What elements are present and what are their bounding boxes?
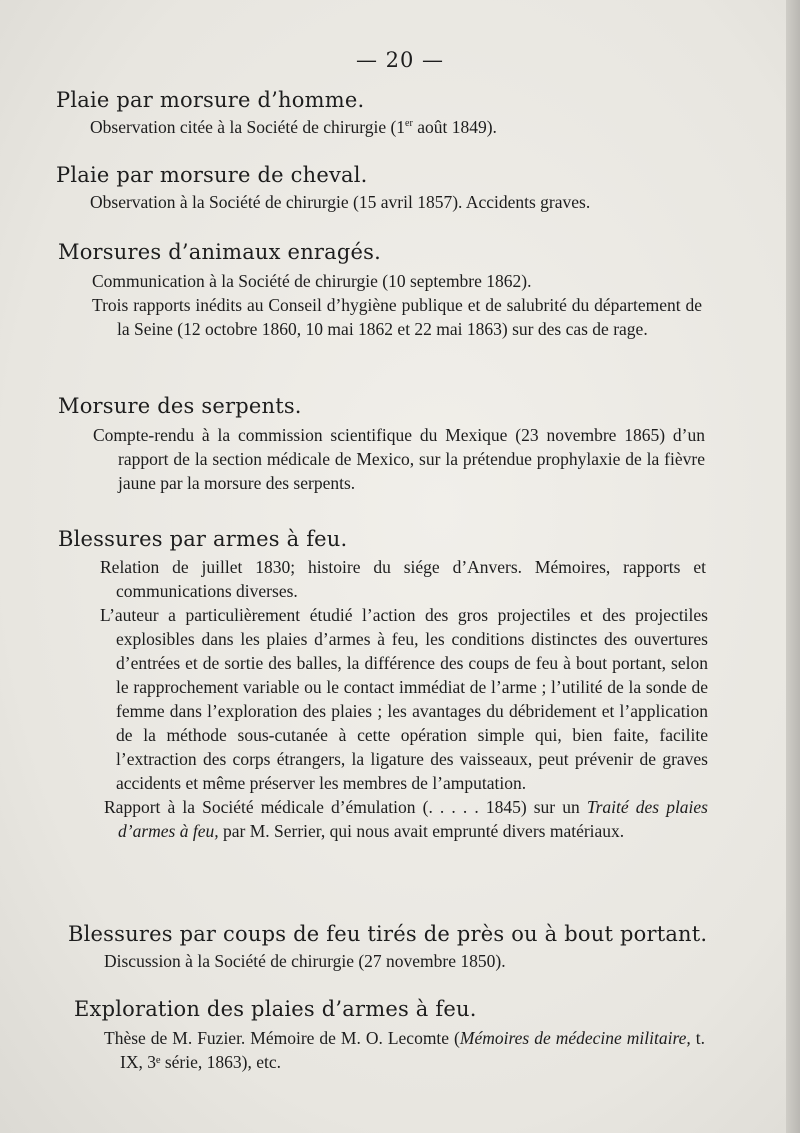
section-exploration (0, 996, 800, 1074)
section-paragraph: Discussion à la Société de chirurgie (27 novembre 1850). (104, 951, 506, 971)
section-heading: Morsures d’animaux enragés. (58, 240, 381, 264)
section-heading: Blessures par coups de feu tirés de près ou à bout portant. (68, 922, 708, 946)
section-heading: Exploration des plaies d’armes à feu. (74, 997, 477, 1021)
section-paragraph: Thèse de M. Fuzier. Mémoire de M. O. Lecomte (Mémoires de médecine militaire, t. IX, 3ᵉ série, 1863), etc. (104, 1028, 706, 1072)
section-heading: Plaie par morsure de cheval. (56, 163, 368, 187)
section-heading: Plaie par morsure d’homme. (56, 88, 365, 112)
section-armes-feu (0, 526, 800, 843)
section-paragraph: Observation à la Société de chirurgie (15 avril 1857). Accidents graves. (90, 192, 591, 212)
section-plaie-homme (0, 87, 800, 139)
section-animaux-enrages (0, 239, 800, 341)
section-paragraph: Trois rapports inédits au Conseil d’hygiène publique et de salubrité du département de la Seine (12 octobre 1860, 10 mai 1862 et 22 mai 1863) sur des cas de rage. (92, 295, 702, 339)
section-paragraph: Communication à la Société de chirurgie (10 septembre 1862). (92, 271, 532, 291)
section-coups-feu (0, 921, 800, 973)
page-number: — 20 — (355, 48, 445, 72)
section-paragraph: Relation de juillet 1830; histoire du siége d’Anvers. Mémoires, rapports et communications diverses. (100, 557, 706, 601)
section-heading: Morsure des serpents. (58, 394, 302, 418)
section-paragraph: Observation citée à la Société de chirurgie (1er août 1849). (90, 117, 497, 137)
section-heading: Blessures par armes à feu. (58, 527, 348, 551)
section-paragraph: L’auteur a particulièrement étudié l’action des gros projectiles et des projectiles explosibles dans les plaies d’armes à feu, les conditions distinctes des ouvertures d’entrées et de sortie des balles, la différence des coups de feu à bout portant, selon le rapprochement variable ou le contact immédiat de l’arme ; l’utilité de la sonde de femme dans l’exploration des plaies ; les avantages du débridement et l’application de la méthode sous-cutanée à cette opération simple qui, bien faite, facilite l’extraction des corps étrangers, la ligature des vaisseaux, peut prévenir de graves accidents et même préserver les membres de l’amputation. (100, 605, 708, 793)
section-paragraph: Rapport à la Société médicale d’émulation (. . . . . 1845) sur un Traité des plaies d’armes à feu, par M. Serrier, qui nous avait emprunté divers matériaux. (104, 797, 708, 841)
section-paragraph: Compte-rendu à la commission scientifique du Mexique (23 novembre 1865) d’un rapport de la section médicale de Mexico, sur la prétendue prophylaxie de la fièvre jaune par la morsure des serpents. (93, 425, 705, 493)
section-plaie-cheval (0, 162, 800, 214)
section-serpents (0, 393, 800, 495)
